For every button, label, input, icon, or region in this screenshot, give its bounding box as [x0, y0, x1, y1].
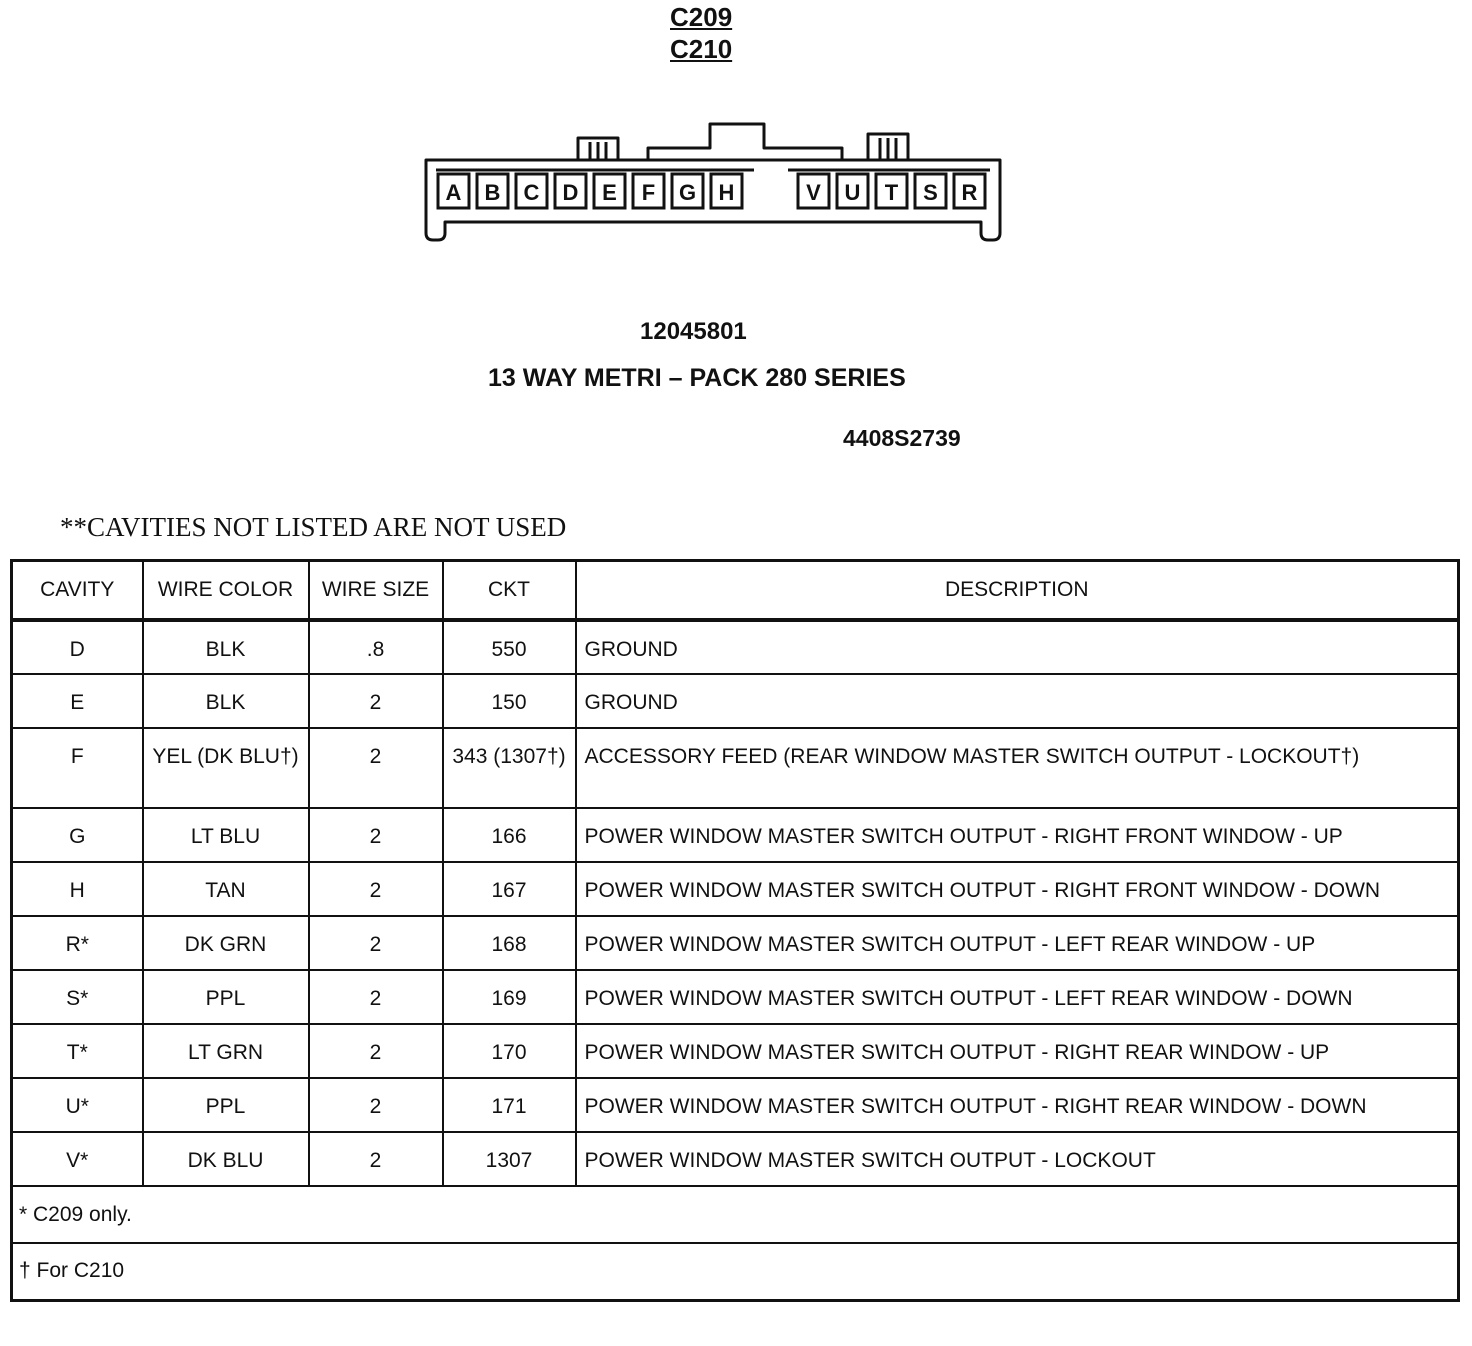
cavity-label: S: [923, 180, 938, 205]
table-row: [12, 620, 1459, 674]
cell-wire-size: .8: [309, 620, 443, 674]
cavity-label: T: [884, 180, 899, 205]
connector-id-c210: C210: [670, 34, 733, 64]
cell-cavity: E: [12, 674, 143, 728]
cell-description: POWER WINDOW MASTER SWITCH OUTPUT - RIGHT REAR WINDOW - UP: [576, 1024, 1459, 1078]
figure-id: 4408S2739: [843, 425, 961, 451]
cell-ckt: 550: [443, 620, 576, 674]
connector-diagram: [418, 118, 1008, 253]
cell-wire-size: 2: [309, 1132, 443, 1186]
cell-ckt: 170: [443, 1024, 576, 1078]
cell-ckt: 343 (1307†): [443, 728, 576, 808]
cell-wire-size: 2: [309, 674, 443, 728]
cell-cavity: R*: [12, 916, 143, 970]
cell-description: POWER WINDOW MASTER SWITCH OUTPUT - RIGHT REAR WINDOW - DOWN: [576, 1078, 1459, 1132]
cell-cavity: T*: [12, 1024, 143, 1078]
cell-wire-size: 2: [309, 970, 443, 1024]
cell-wire-color: YEL (DK BLU†): [143, 728, 309, 808]
cell-cavity: U*: [12, 1078, 143, 1132]
table-row: [12, 1132, 1459, 1186]
cavity-label: A: [445, 180, 462, 205]
cell-ckt: 171: [443, 1078, 576, 1132]
cavity-label: D: [562, 180, 579, 205]
footnote-c209: * C209 only.: [12, 1186, 1459, 1243]
cell-description: POWER WINDOW MASTER SWITCH OUTPUT - RIGHT FRONT WINDOW - UP: [576, 808, 1459, 862]
cavity-label: B: [484, 180, 501, 205]
unused-cavities-note: **CAVITIES NOT LISTED ARE NOT USED: [60, 512, 567, 542]
cell-ckt: 166: [443, 808, 576, 862]
cell-wire-color: DK BLU: [143, 1132, 309, 1186]
cell-wire-color: TAN: [143, 862, 309, 916]
footnote-c210: † For C210: [12, 1243, 1459, 1300]
header-cavity: CAVITY: [12, 561, 143, 621]
cell-description: GROUND: [576, 620, 1459, 674]
cell-wire-size: 2: [309, 808, 443, 862]
cell-cavity: F: [12, 728, 143, 808]
cell-ckt: 167: [443, 862, 576, 916]
cell-cavity: V*: [12, 1132, 143, 1186]
cell-description: POWER WINDOW MASTER SWITCH OUTPUT - LEFT REAR WINDOW - UP: [576, 916, 1459, 970]
cell-wire-size: 2: [309, 862, 443, 916]
table-row: [12, 1024, 1459, 1078]
table-row: [12, 862, 1459, 916]
footnote-row: [12, 1186, 1459, 1243]
header-wire-size: WIRE SIZE: [309, 561, 443, 621]
cell-description: ACCESSORY FEED (REAR WINDOW MASTER SWITCH OUTPUT - LOCKOUT†): [576, 728, 1459, 808]
cell-ckt: 1307: [443, 1132, 576, 1186]
connector-latch: [648, 124, 842, 160]
cell-wire-size: 2: [309, 1078, 443, 1132]
connector-series: 13 WAY METRI – PACK 280 SERIES: [488, 364, 906, 392]
table-row: [12, 808, 1459, 862]
cell-wire-size: 2: [309, 916, 443, 970]
table-row: [12, 674, 1459, 728]
cavity-label: H: [718, 180, 735, 205]
table-row: [12, 970, 1459, 1024]
table-row: [12, 1078, 1459, 1132]
cell-wire-color: LT GRN: [143, 1024, 309, 1078]
cell-wire-color: PPL: [143, 1078, 309, 1132]
table-row: [12, 728, 1459, 808]
cell-wire-color: LT BLU: [143, 808, 309, 862]
cell-description: GROUND: [576, 674, 1459, 728]
footnote-row: [12, 1243, 1459, 1300]
cavity-label: F: [641, 180, 656, 205]
cell-ckt: 169: [443, 970, 576, 1024]
cavity-label: E: [602, 180, 617, 205]
connector-id-c209: C209: [670, 2, 733, 32]
cell-wire-color: BLK: [143, 674, 309, 728]
header-wire-color: WIRE COLOR: [143, 561, 309, 621]
pinout-table: [10, 559, 1460, 1302]
cell-ckt: 168: [443, 916, 576, 970]
header-ckt: CKT: [443, 561, 576, 621]
cavity-label: G: [678, 180, 697, 205]
cell-description: POWER WINDOW MASTER SWITCH OUTPUT - RIGHT FRONT WINDOW - DOWN: [576, 862, 1459, 916]
table-header-row: [12, 561, 1459, 621]
cell-cavity: D: [12, 620, 143, 674]
cell-ckt: 150: [443, 674, 576, 728]
cell-wire-size: 2: [309, 728, 443, 808]
cell-description: POWER WINDOW MASTER SWITCH OUTPUT - LOCKOUT: [576, 1132, 1459, 1186]
cell-wire-color: DK GRN: [143, 916, 309, 970]
cell-cavity: S*: [12, 970, 143, 1024]
cavity-label: C: [523, 180, 540, 205]
cell-cavity: H: [12, 862, 143, 916]
cell-wire-size: 2: [309, 1024, 443, 1078]
cell-wire-color: BLK: [143, 620, 309, 674]
cell-wire-color: PPL: [143, 970, 309, 1024]
header-description: DESCRIPTION: [576, 561, 1459, 621]
cavity-label: R: [961, 180, 978, 205]
table-row: [12, 916, 1459, 970]
cavity-label: U: [844, 180, 861, 205]
cell-description: POWER WINDOW MASTER SWITCH OUTPUT - LEFT REAR WINDOW - DOWN: [576, 970, 1459, 1024]
cell-cavity: G: [12, 808, 143, 862]
part-number: 12045801: [640, 318, 747, 345]
cavity-label: V: [806, 180, 821, 205]
